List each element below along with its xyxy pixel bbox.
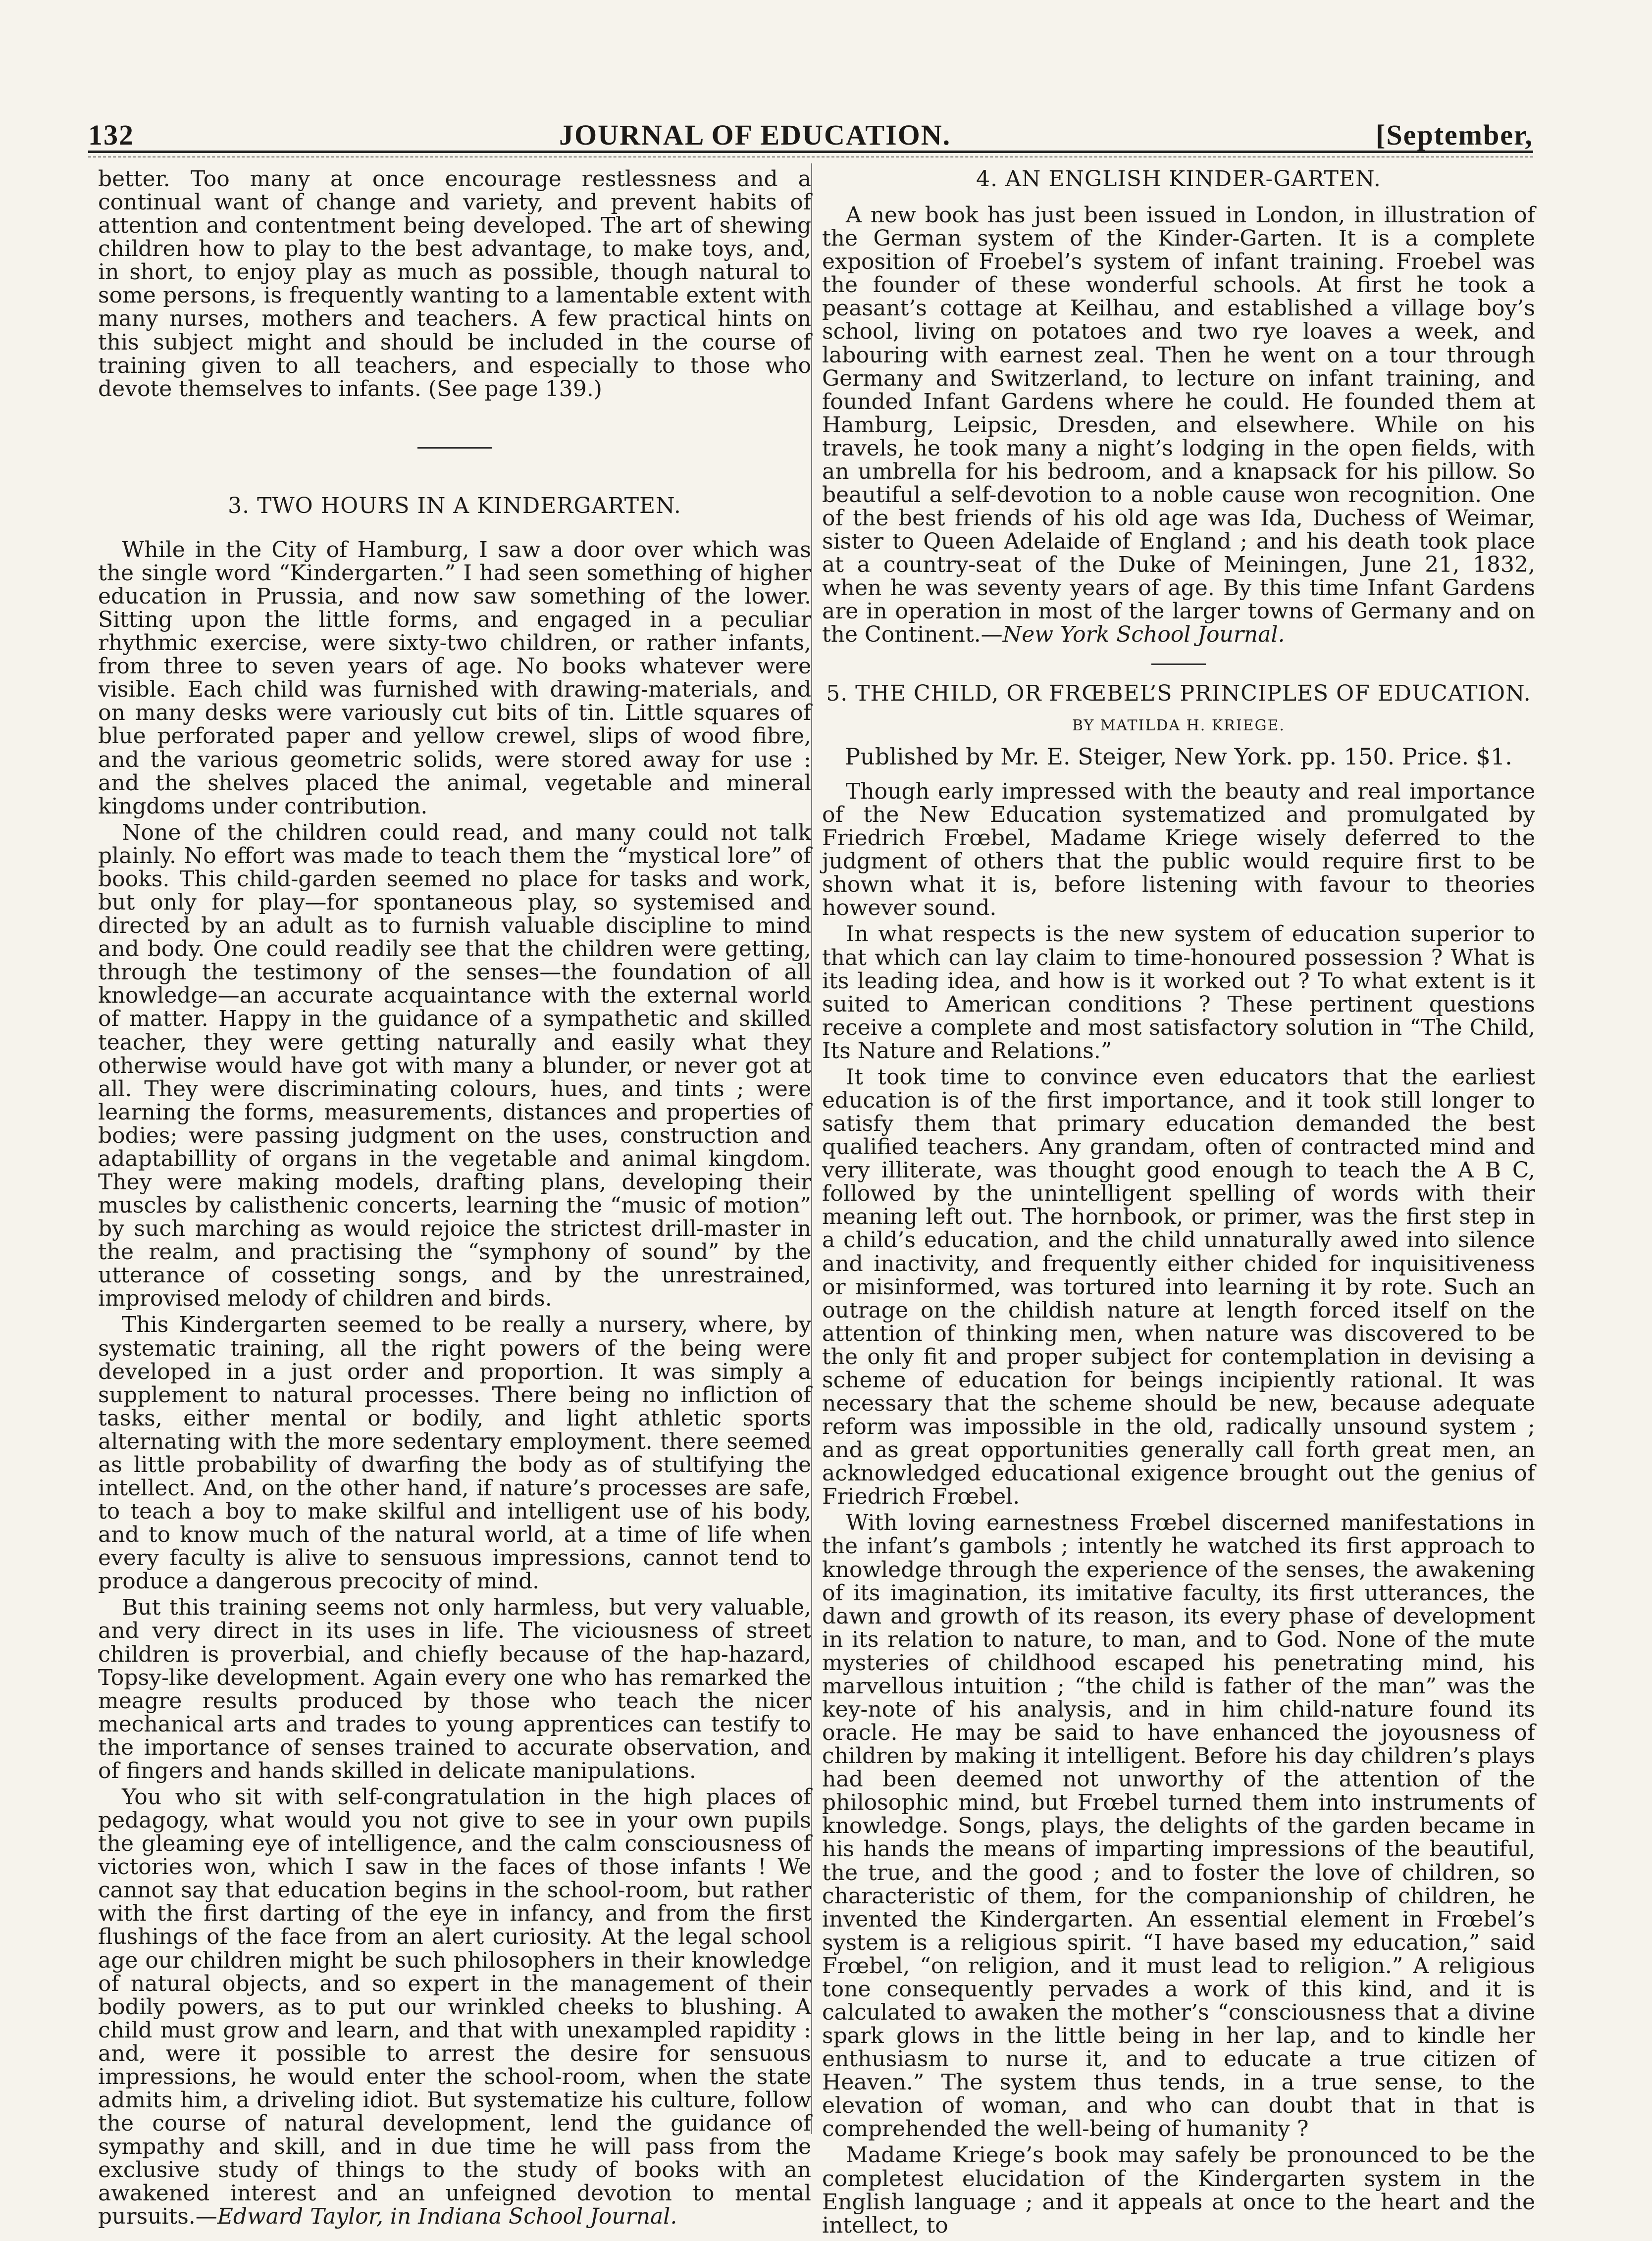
section-5-title: 5. THE CHILD, OR FRŒBEL’S PRINCIPLES OF EDUCATION.: [826, 680, 1531, 706]
section-5-publication-line: Published by Mr. E. Steiger, New York. pp. 150. Price. $1.: [845, 743, 1512, 770]
section-4-text: A new book has just been issued in London, in illustration of the German system of the Kinder-Garten. It is a complete exposition of Froebel’s system of infant training. Froebel was the founder of these wonderful schools. At first he took a peasant’s cottage at Keilhau, and established a village boy’s school, living on potatoes and two rye loaves a week, and labouring with earnest zeal. Then he went on a tour through Germany and Switzerland, to lecture on infant training, and founded Infant Gardens where he could. He founded them at Hamburg, Leipsic, Dresden, and elsewhere. While on his travels, he took many a night’s lodging in the open fields, with an umbrella for his bedroom, and a knapsack for his pillow. So beautiful a self-devotion to a noble cause won recognition. One of the best friends of his old age was Ida, Duchess of Weimar, sister to Queen Adelaide of England ; and his death took place at a country-seat of the Duke of Meiningen, June 21, 1832, when he was seventy years of age. By this time Infant Gardens are in operation in most of the larger towns of Germany and on the Continent.—: [822, 203, 1535, 648]
header-rule: [88, 151, 1533, 153]
section-5-paragraph: It took time to convince even educators that the earliest education is of the first importance, and it took still longer to satisfy them that primary education demanded the best qualified teachers. Any grandam, often of contracted mind and very illiterate, was thought good enough to teach the A B C, followed by the unintelligent spelling of words with their meaning left out. The hornbook, or primer, was the first step in a child’s education, and the child unnaturally awed into silence and inactivity, and frequently either chided for inquisitiveness or misinformed, was tortured into learning it by rote. Such an outrage on the childish nature at length forced itself on the attention of thinking men, when nature was discovered to be the only fit and proper subject for contemplation in devising a scheme of education for beings incipiently rational. It was necessary that the scheme should be new, because adequate reform was impossible in the old, radically unsound system ; and as great opportunities generally call forth great men, an acknowledged educational exigence brought out the genius of Friedrich Frœbel.: [822, 1064, 1535, 1510]
journal-title: JOURNAL OF EDUCATION.: [559, 119, 951, 151]
section-5-paragraph: In what respects is the new system of education superior to that which can lay claim to time-honoured possession ? What is its leading idea, and how is it worked out ? To what extent is it suited to American conditions ? These pertinent questions receive a complete and most satisfactory solution in “The Child, Its Nature and Relations.”: [822, 921, 1535, 1064]
section-3-paragraph-final: [98, 1785, 811, 2228]
section-3-paragraph: While in the City of Hamburg, I saw a door over which was the single word “Kindergarten.” I had seen something of higher education in Prussia, and now saw something of the lower. Sitting upon the little forms, and engaged in a peculiar rhythmic exercise, were sixty-two children, or rather infants, from three to seven years of age. No books whatever were visible. Each child was furnished with drawing-materials, and on many desks were variously cut bits of tin. Little squares of blue perforated paper and yellow crewel, slips of wood fibre, and the various geometric solids, were stored away for use : and the shelves placed the animal, vegetable and mineral kingdoms under contribution.: [98, 537, 811, 819]
section-4-attribution: New York School Journal.: [1002, 622, 1285, 648]
section-3-attribution: Edward Taylor, in Indiana School Journal.: [217, 2204, 677, 2230]
section-3-closing-text: You who sit with self-congratulation in the high places of pedagogy, what would you not give to see in your own pupils the gleaming eye of intelligence, and the calm consciousness of victories won, which I saw in the faces of those infants ! We cannot say that education begins in the school-room, but rather with the first darting of the eye in infancy, and from the first flushings of the face from an alert curiosity. At the legal school age our children might be such philosophers in their knowledge of natural objects, and so expert in the management of their bodily powers, as to put our wrinkled cheeks to blushing. A child must grow and learn, and that with unexampled rapidity : and, were it possible to arrest the desire for sensuous impressions, he would enter the school-room, when the state admits him, a driveling idiot. But systematize his culture, follow the course of natural development, lend the guidance of sympathy and skill, and in due time he will pass from the exclusive study of things to the study of books with an awakened interest and an unfeigned devotion to mental pursuits.—: [98, 1784, 811, 2230]
header-rule-dashed: [88, 156, 1533, 157]
page-number: 132: [88, 119, 134, 151]
section-4-title: 4. AN ENGLISH KINDER-GARTEN.: [976, 166, 1381, 192]
section-5-paragraph: Though early impressed with the beauty and real importance of the New Education systematized and promulgated by Friedrich Frœbel, Madame Kriege wisely deferred to the judgment of others that the public would require first to be shown what it is, before listening with favour to theories however sound.: [822, 778, 1535, 921]
section-5-paragraph: With loving earnestness Frœbel discerned manifestations in the infant’s gambols ; intently he watched its first approach to knowledge through the experience of the senses, the awakening of its imagination, its imitative faculty, its first utterances, the dawn and growth of its reason, its every phase of development in its relation to nature, to man, and to God. None of the mute mysteries of childhood escaped his penetrating mind, his marvellous intuition ; “the child is father of the man” was the key-note of his analysis, and in him child-nature found its oracle. He may be said to have enhanced the joyousness of children by making it intelligent. Before his day children’s plays had been deemed not unworthy of the attention of the philosophic mind, but Frœbel turned them into instruments of knowledge. Songs, plays, the delights of the garden became in his hands the means of imparting impressions of the beautiful, the true, and the good ; and to foster the love of children, so characteristic of them, for the companionship of children, he invented the Kindergarten. An essential element in Frœbel’s system is a religious spirit. “I have based my education,” said Frœbel, “on religion, and it must lead to religion.” A religious tone consequently pervades a work of this kind, and it is calculated to awaken the mother’s “consciousness that a divine spark glows in the little being in her lap, and to kindle her enthusiasm to nurse it, and to educate a true citizen of Heaven.” The system thus tends, in a true sense, to the elevation of woman, and who can doubt that in that is comprehended the well-being of humanity ?: [822, 1510, 1535, 2142]
section-4-paragraph: [822, 204, 1535, 646]
section-3-paragraph: But this training seems not only harmless, but very valuable, and very direct in its uses in life. The viciousness of street children is proverbial, and chiefly because of the hap-hazard, Topsy-like development. Again every one who has remarked the meagre results produced by those who teach the nicer mechanical arts and trades to young apprentices can testify to the importance of senses trained to accurate observation, and of fingers and hands skilled in delicate manipulations.: [98, 1595, 811, 1783]
section-3-paragraph: None of the children could read, and many could not talk plainly. No effort was made to teach them the “mystical lore” of books. This child-garden seemed no place for tasks and work, but only for play—for spontaneous play, so systemised and directed by an adult as to furnish valuable discipline to mind and body. One could readily see that the children were getting, through the testimony of the senses—the foundation of all knowledge—an accurate acquaintance with the external world of matter. Happy in the guidance of a sympathetic and skilled teacher, they were getting naturally and easily what they otherwise would have got with many a blunder, or never got at all. They were discriminating colours, hues, and tints ; were learning the forms, measurements, distances and properties of bodies; were passing judgment on the uses, construction and adaptabillity of organs in the vegetable and animal kingdom. They were making models, drafting plans, developing their muscles by calisthenic concerts, learning the “music of motion” by such marching as would rejoice the strictest drill-master in the realm, and practising the “symphony of sound” by the utterance of cosseting songs, and by the unrestrained, improvised melody of children and birds.: [98, 819, 811, 1312]
column-divider: [811, 163, 812, 2134]
section-5-paragraph: Madame Kriege’s book may safely be pronounced to be the completest elucidation of the Kindergarten system in the English language ; and it appeals at once to the heart and the intellect, to: [822, 2142, 1535, 2238]
right-column: [822, 167, 1535, 2240]
issue-month: [September,: [1376, 119, 1533, 151]
section-5-byline: BY MATILDA H. KRIEGE.: [1072, 716, 1286, 734]
section-3-title: 3. TWO HOURS IN A KINDERGARTEN.: [228, 493, 681, 518]
intro-paragraph: better. Too many at once encourage restlessness and a continual want of change and variety, and prevent habits of attention and contentment being developed. The art of shewing children how to play to the best advantage, to make toys, and, in short, to enjoy play as much as possible, though natural to some persons, is frequently wanting to a lamentable extent with many nurses, mothers and teachers. A few practical hints on this subject might and should be included in the course of training given to all teachers, and especially to those who devote themselves to infants. (See page 139.): [98, 166, 811, 402]
left-column: [98, 167, 811, 2231]
running-header: [88, 97, 1533, 152]
section-3-paragraph: This Kindergarten seemed to be really a nursery, where, by systematic training, all the right powers of the being were developed in a just order and proportion. It was simply a supplement to natural processes. There being no infliction of tasks, either mental or bodily, and light athletic sports alternating with the more sedentary employment. there seemed as little probability of dwarfing the body as of stultifying the intellect. And, on the other hand, if nature’s processes are safe, to teach a boy to make skilful and intelligent use of his body, and to know much of the natural world, at a time of life when every faculty is alive to sensuous impressions, cannot tend to produce a dangerous precocity of mind.: [98, 1312, 811, 1594]
